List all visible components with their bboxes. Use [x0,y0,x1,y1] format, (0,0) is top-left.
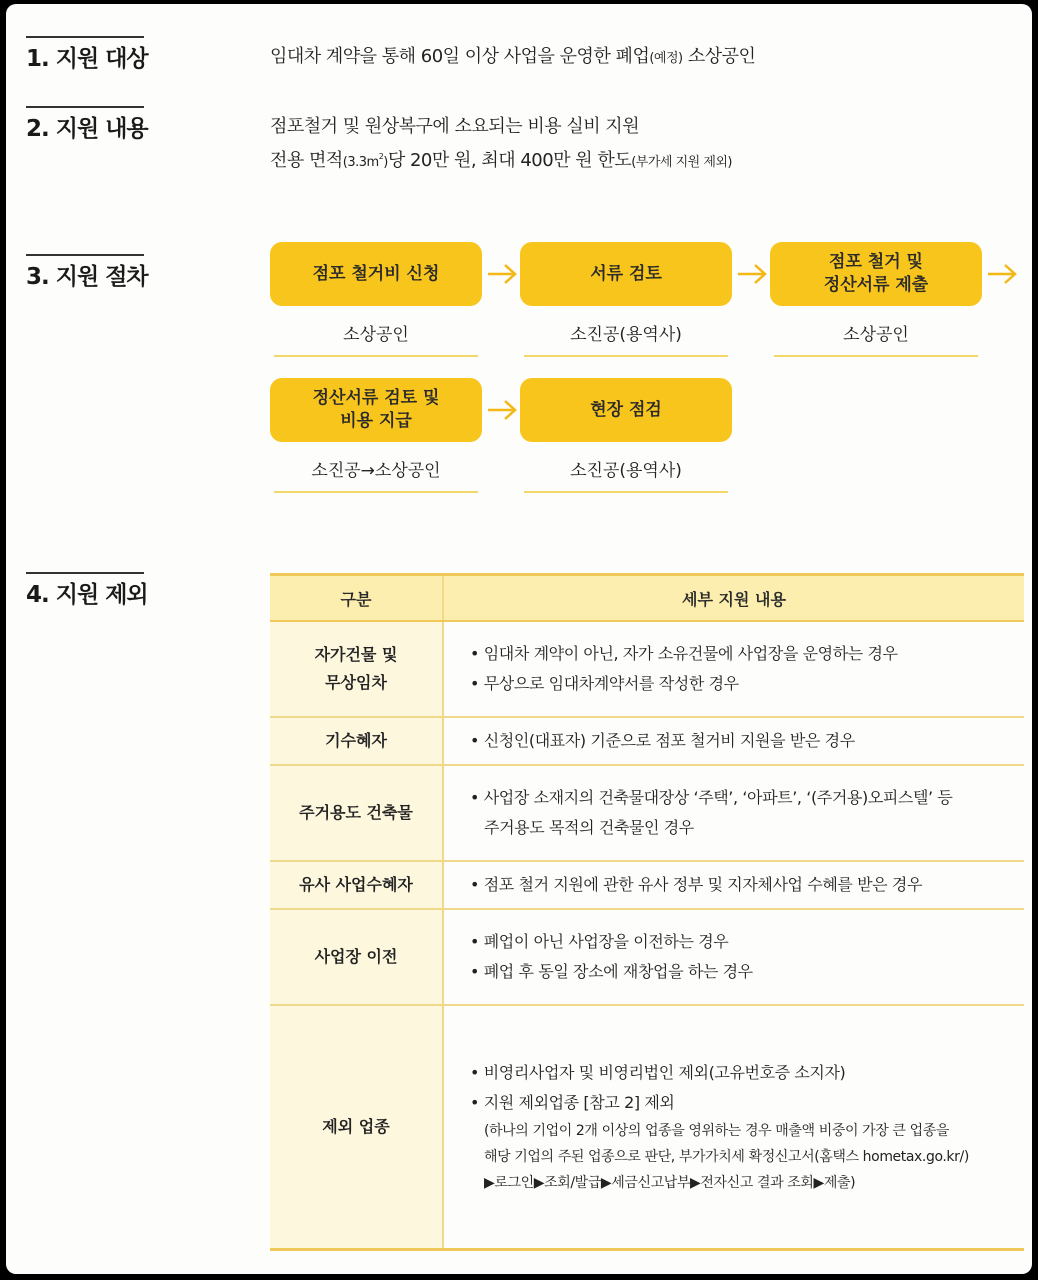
row-category: 자가건물 및 무상임차 [270,621,443,717]
row-details [443,861,1024,909]
table-row [270,861,1024,909]
row-item: • 임대차 계약이 아닌, 자가 소유건물에 사업장을 운영하는 경우 [470,644,898,663]
section-2-title: 2. 지원 내용 [26,106,148,143]
step-1-box: 점포 철거비 신청 [270,242,482,306]
line2-small2: ) [383,155,388,170]
step-2-box: 서류 검토 [520,242,732,306]
section-1-title: 1. 지원 대상 [26,36,148,73]
target-text: 임대차 계약을 통해 60일 이상 사업을 운영한 폐업 [270,46,650,67]
row-item: 주거용도 목적의 건축물인 경우 [470,818,694,837]
target-text-small: (예정) [649,51,683,66]
row-category: 유사 사업수혜자 [270,861,443,909]
section-1-text [270,42,755,68]
row-item: • 지원 제외업종 [참고 2] 제외 [470,1092,675,1112]
table-row [270,1005,1024,1249]
step-3-box: 점포 철거 및 정산서류 제출 [770,242,982,306]
support-line-1: 점포철거 및 원상복구에 소요되는 비용 실비 지원 [270,116,640,137]
arrow-right-icon [988,262,1018,286]
step-5-actor: 소진공(용역사) [524,456,728,493]
line2-note: (부가세 지원 제외) [631,155,733,170]
row-details [443,717,1024,765]
support-line-2 [270,146,732,172]
step-4-box: 정산서류 검토 및 비용 지급 [270,378,482,442]
section-3-title: 3. 지원 절차 [26,254,148,291]
row-category: 주거용도 건축물 [270,765,443,861]
arrow-right-icon [738,262,768,286]
row-note: 해당 기업의 주된 업종으로 판단, 부가가치세 확정신고서(홈택스 hometax.go.kr/) [484,1148,969,1165]
row-item: • 사업장 소재지의 건축물대장상 ‘주택’, ‘아파트’, ‘(주거용)오피스텔’ 등 [470,788,953,807]
arrow-right-icon [488,398,518,422]
line2-a: 전용 면적 [270,150,343,171]
row-note: (하나의 기업이 2개 이상의 업종을 영위하는 경우 매출액 비중이 가장 큰 업종을 [484,1122,949,1139]
row-item: • 점포 철거 지원에 관한 유사 정부 및 지자체사업 수혜를 받은 경우 [470,875,923,894]
exclusion-table [270,573,1024,1251]
step-3-actor: 소상공인 [774,320,978,357]
page [6,4,1032,1274]
row-item: • 비영리사업자 및 비영리법인 제외(고유번호증 소지자) [470,1062,846,1082]
column-header-details: 세부 지원 내용 [443,575,1024,622]
row-details [443,1005,1024,1249]
row-details [443,765,1024,861]
step-4-actor: 소진공→소상공인 [274,456,478,493]
row-category: 제외 업종 [270,1005,443,1249]
row-category: 사업장 이전 [270,909,443,1005]
table-row [270,909,1024,1005]
step-2-actor: 소진공(용역사) [524,320,728,357]
line2-b: 당 20만 원, 최대 400만 원 한도 [387,150,632,171]
table-header-row [270,575,1024,622]
row-item: • 폐업 후 동일 장소에 재창업을 하는 경우 [470,962,753,981]
column-header-category: 구분 [270,575,443,622]
row-item: • 신청인(대표자) 기준으로 점포 철거비 지원을 받은 경우 [470,731,855,750]
target-text-tail: 소상공인 [682,46,756,67]
row-details [443,621,1024,717]
row-note: ▶로그인▶조회/발급▶세금신고납부▶전자신고 결과 조회▶제출) [484,1174,856,1191]
table-row [270,765,1024,861]
row-item: • 무상으로 임대차계약서를 작성한 경우 [470,674,739,693]
line2-small: (3.3m [342,155,379,170]
step-5-box: 현장 점검 [520,378,732,442]
section-4-title: 4. 지원 제외 [26,572,148,609]
line2-sup: 2 [378,152,384,161]
table-row [270,717,1024,765]
arrow-right-icon [488,262,518,286]
row-details [443,909,1024,1005]
step-1-actor: 소상공인 [274,320,478,357]
row-item: • 폐업이 아닌 사업장을 이전하는 경우 [470,932,729,951]
row-category: 기수혜자 [270,717,443,765]
table-row [270,621,1024,717]
